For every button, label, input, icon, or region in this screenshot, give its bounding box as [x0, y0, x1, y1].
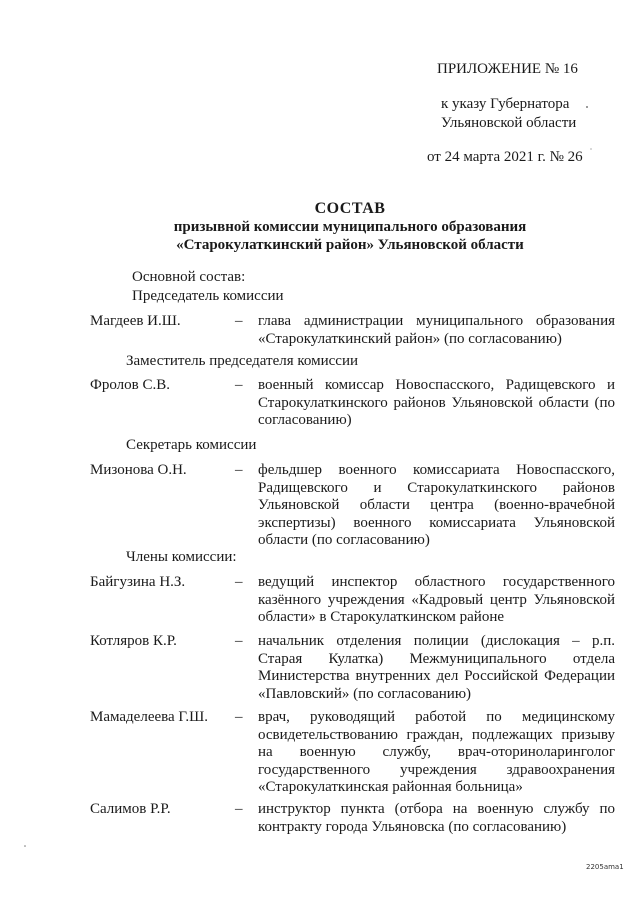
- section-secretary: Секретарь комиссии: [126, 437, 257, 453]
- dash-separator: –: [235, 801, 243, 817]
- section-chairman: Председатель комиссии: [132, 288, 284, 304]
- document-code: 2205ama1: [586, 863, 624, 871]
- dash-separator: –: [235, 633, 243, 649]
- member-name: Салимов Р.Р.: [90, 801, 171, 817]
- dash-separator: –: [235, 709, 243, 725]
- member-name: Байгузина Н.З.: [90, 574, 186, 590]
- appendix-number: ПРИЛОЖЕНИЕ № 16: [437, 61, 578, 77]
- section-deputy: Заместитель председателя комиссии: [126, 353, 359, 369]
- document-subtitle-line2: «Старокулаткинский район» Ульяновской области: [176, 237, 524, 253]
- member-position: инструктор пункта (отбора на военную службу по контракту города Ульяновска (по согласованию): [258, 801, 615, 835]
- document-title: СОСТАВ: [314, 200, 386, 217]
- member-position: врач, руководящий работой по медицинскому освидетельствованию граждан, подлежащих призыву на военную службу, врач-оториноларинголог государственного учреждения здравоохранения «Старокулаткинская районная больница»: [258, 709, 615, 795]
- dash-separator: –: [235, 462, 243, 478]
- decree-date: от 24 марта 2021 г. № 26: [427, 149, 583, 165]
- member-name: Мизонова О.Н.: [90, 462, 187, 478]
- member-name: Магдеев И.Ш.: [90, 313, 181, 329]
- section-main-composition: Основной состав:: [132, 269, 246, 285]
- member-position: начальник отделения полиции (дислокация – р.п. Старая Кулатка) Межмуниципального отдела Министерства внутренних дел Российской Федерации «Павловский» (по согласованию): [258, 633, 615, 702]
- member-name: Котляров К.Р.: [90, 633, 177, 649]
- member-name: Мамаделеева Г.Ш.: [90, 709, 209, 725]
- member-name: Фролов С.В.: [90, 377, 170, 393]
- section-members: Члены комиссии:: [126, 549, 237, 565]
- dash-separator: –: [235, 574, 243, 590]
- dash-separator: –: [235, 313, 243, 329]
- member-position: ведущий инспектор областного государственного казённого учреждения «Кадровый центр Ульяновской области» в Старокулаткинском районе: [258, 574, 615, 625]
- decree-reference-line2: Ульяновской области: [441, 115, 577, 131]
- dash-separator: –: [235, 377, 243, 393]
- decree-reference-line1: к указу Губернатора: [441, 96, 570, 112]
- member-position: военный комиссар Новоспасского, Радищевского и Старокулаткинского районов Ульяновской области (по согласованию): [258, 377, 615, 428]
- member-position: глава администрации муниципального образования «Старокулаткинский район» (по согласованию): [258, 313, 615, 347]
- document-subtitle-line1: призывной комиссии муниципального образования: [173, 219, 527, 235]
- member-position: фельдшер военного комиссариата Новоспасского, Радищевского и Старокулаткинского районов Ульяновской области центра (военно-врачебной экспертизы) военного комиссариата Ульяновской области (по согласованию): [258, 462, 615, 548]
